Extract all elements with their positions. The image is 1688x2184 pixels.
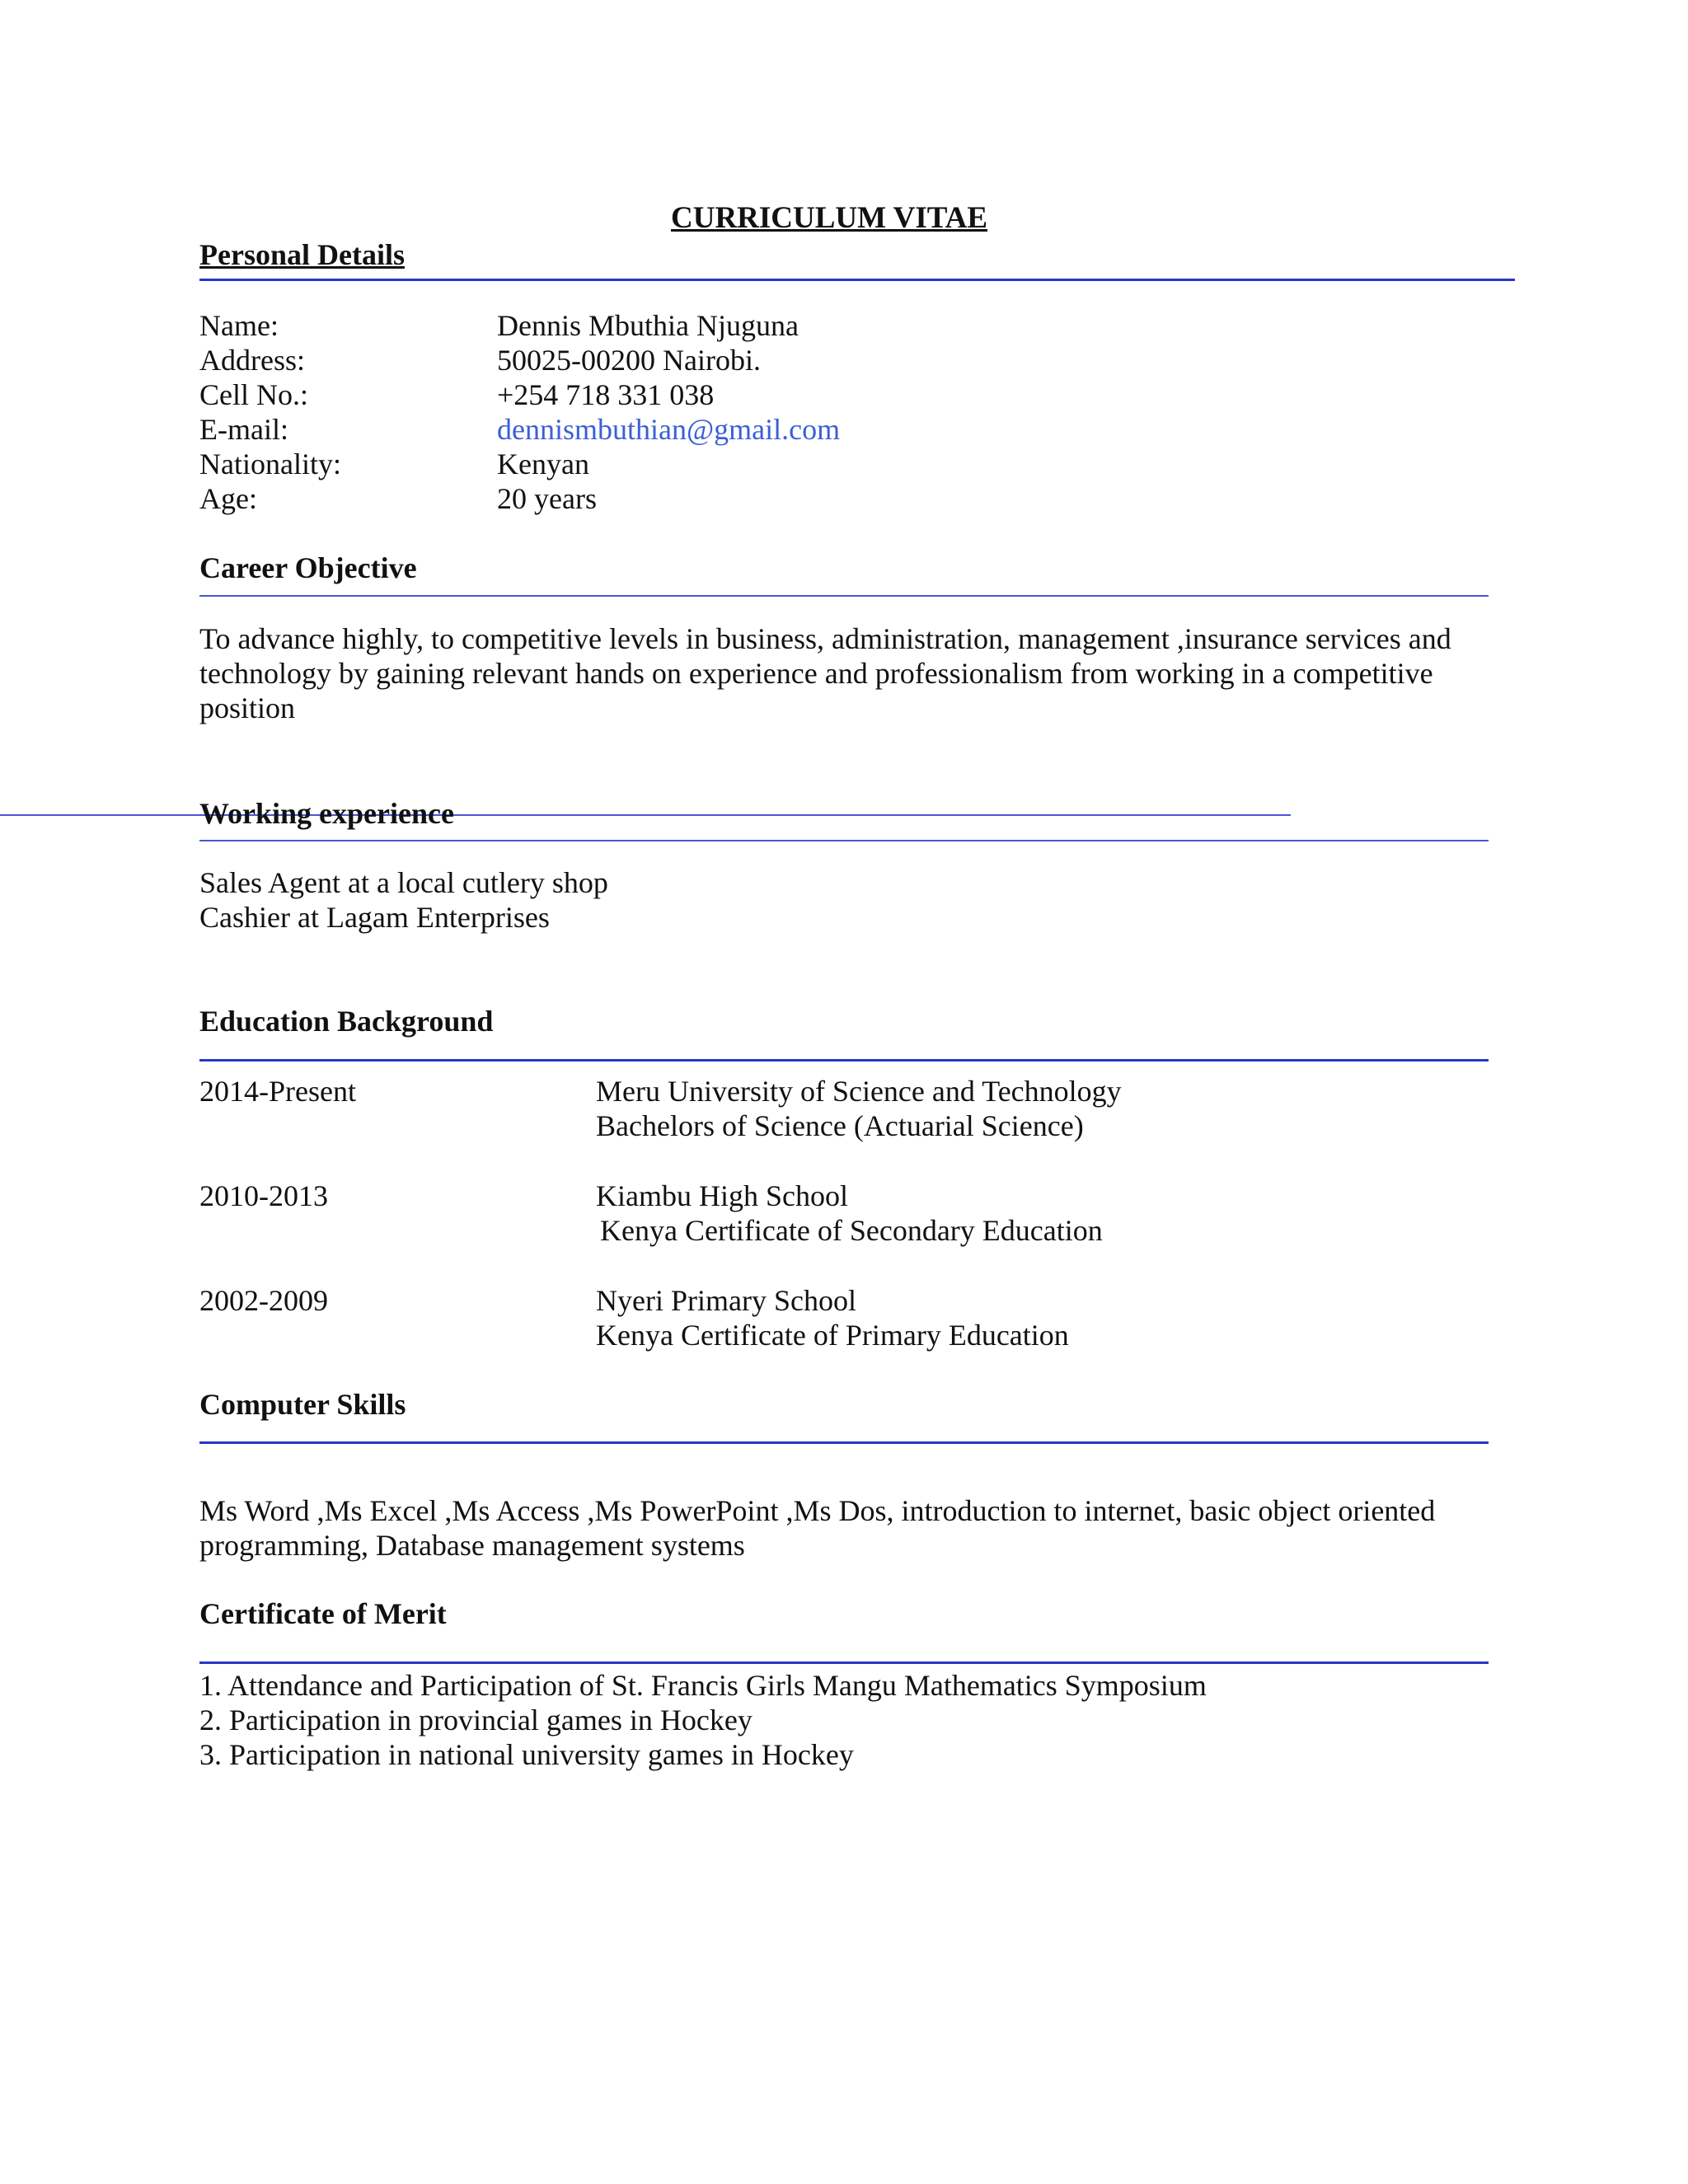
- certificates-heading: Certificate of Merit: [199, 1597, 447, 1630]
- cell-value: +254 718 331 038: [497, 378, 715, 411]
- experience-item: Cashier at Lagam Enterprises: [199, 901, 550, 934]
- age-label: Age:: [199, 482, 257, 515]
- career-objective-text: To advance highly, to competitive levels in business, administration, management ,insurance services and technology by gaining relevant hands on experience and professionalism from working in a competitive position: [199, 622, 1451, 724]
- education-qualification: Bachelors of Science (Actuarial Science): [596, 1109, 1084, 1142]
- name-value: Dennis Mbuthia Njuguna: [497, 309, 799, 342]
- working-experience-heading: Working experience: [199, 797, 454, 830]
- nationality-value: Kenyan: [497, 448, 589, 480]
- education-period: 2010-2013: [199, 1179, 328, 1212]
- education-qualification: Kenya Certificate of Primary Education: [596, 1319, 1069, 1352]
- computer-skills-heading: Computer Skills: [199, 1388, 406, 1421]
- education-institution: Kiambu High School: [596, 1179, 848, 1212]
- section-divider: [199, 1661, 1489, 1664]
- career-objective-heading: Career Objective: [199, 551, 417, 584]
- education-period: 2002-2009: [199, 1284, 328, 1317]
- address-label: Address:: [199, 344, 305, 377]
- certificate-item: 2. Participation in provincial games in Hockey: [199, 1704, 753, 1736]
- cv-title: CURRICULUM VITAE: [671, 201, 988, 235]
- education-heading: Education Background: [199, 1005, 494, 1038]
- email-link[interactable]: dennismbuthian@gmail.com: [497, 413, 841, 446]
- section-divider: [199, 840, 1489, 841]
- experience-item: Sales Agent at a local cutlery shop: [199, 866, 608, 899]
- nationality-label: Nationality:: [199, 448, 341, 480]
- section-divider: [199, 1059, 1489, 1062]
- cell-label: Cell No.:: [199, 378, 308, 411]
- certificate-item: 3. Participation in national university games in Hockey: [199, 1738, 854, 1771]
- age-value: 20 years: [497, 482, 597, 515]
- personal-details-heading: Personal Details: [199, 238, 405, 271]
- address-value: 50025-00200 Nairobi.: [497, 344, 761, 377]
- section-divider: [199, 279, 1515, 281]
- name-label: Name:: [199, 309, 279, 342]
- computer-skills-text: Ms Word ,Ms Excel ,Ms Access ,Ms PowerPoint ,Ms Dos, introduction to internet, basic object oriented programming, Database management systems: [199, 1494, 1436, 1562]
- strike-line: [0, 814, 1291, 816]
- certificate-item: 1. Attendance and Participation of St. Francis Girls Mangu Mathematics Symposium: [199, 1669, 1207, 1702]
- education-institution: Nyeri Primary School: [596, 1284, 856, 1317]
- section-divider: [199, 595, 1489, 597]
- education-period: 2014-Present: [199, 1075, 356, 1108]
- education-qualification: Kenya Certificate of Secondary Education: [600, 1214, 1103, 1247]
- section-divider: [199, 1441, 1489, 1444]
- email-label: E-mail:: [199, 413, 288, 446]
- education-institution: Meru University of Science and Technology: [596, 1075, 1122, 1108]
